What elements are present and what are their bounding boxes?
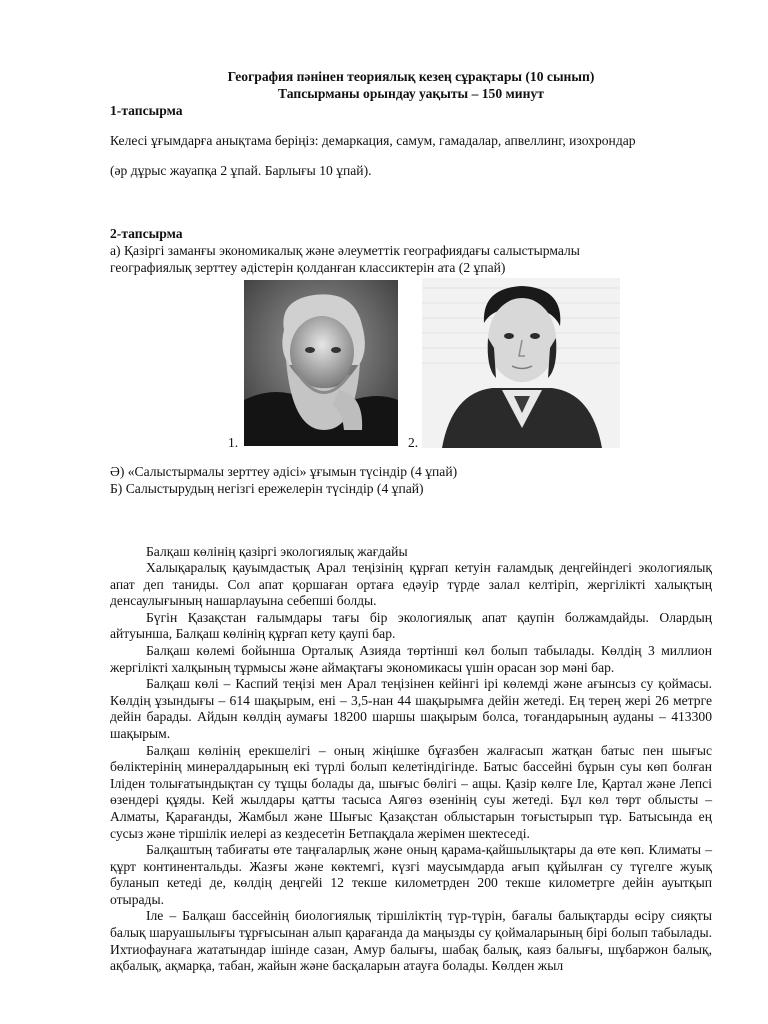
task2-part-b: Б) Салыстырудың негізгі ережелерін түсіндір (4 ұпай) [110,481,424,496]
article-paragraph: Балқаш көлінің ерекшелігі – оның жіңішке бұғазбен жалғасып жатқан батыс пен шығыс бөліктерінің минералдарының екі түрлі болып келетіндігінде. Батыс бассейні бұрын суы көп болған Ілiден толығатындықтан су тұщы болады да, шығыс бөлігі – ащы. Қазір көлге Іле, Қартал және Лепсі өзендері құяды. Кей жылдары қатты тасыса Аягөз өзенінің суы жетеді. Бұл көл төрт облысты – Алматы, Қарағанды, Жамбыл және Шығыс Қазақстан облыстарын тоғыстырып тұр. Батысында ең сусыз және тіршілік иелері аз кездесетін Бетпақдала жерімен шектеседі. [110,742,712,841]
article-title: Балқаш көлінің қазіргі экологиялық жағдайы [146,544,408,559]
document-title: География пәнінен теориялық кезең сұрақтары (10 сынып) [227,69,595,84]
article-paragraph: Балқаш көлі – Каспий теңізі мен Арал теңізінен кейінгі ірі көлемді және ағынсыз су қоймасы. Көлдің ұзындығы – 614 шақырым, ені – 3,5-нан 44 шақырымға дейін жетеді. Ең терең жері 26 метрге дейін барады. Айдын көлдің аумағы 18200 шаршы шақырым болса, тоғандарының ауданы – 413300 шақырым. [110,676,712,741]
portrait-photo-2 [422,278,620,448]
task1-question: Келесі ұғымдарға анықтама беріңіз: демаркация, самум, гамадалар, апвеллинг, изохрондар [110,133,636,148]
article-paragraph: Балқаштың табиғаты өте таңғаларлық және оның қарама-қайшылықтары да өте көп. Климаты – құрт континентальды. Жазғы және көктемгі, күзгі маусымдарда ағып құйылған су түгелге жуық буланып кетеді де, көлдің деңгейі 12 текше километрден 200 текше километрге дейін ауытқып отырады. [110,842,712,907]
task2-part-a-line2: географиялық зерттеу әдістерін қолданған классиктерін ата (2 ұпай) [110,260,506,275]
portrait-photo-1 [244,280,398,446]
task1-score: (әр дұрыс жауапқа 2 ұпай. Барлығы 10 ұпай). [110,163,372,178]
photo1-label: 1. [228,435,239,450]
task2-heading: 2-тапсырма [110,226,183,241]
article-paragraph: Балқаш көлемі бойынша Орталық Азияда төртінші көл болып табылады. Көлдің 3 миллион жергілікті халқының тұрмысы және аймақтағы экономикасы үшін орасан зор мәні бар. [110,642,712,675]
photo2-label: 2. [408,435,419,450]
article-paragraph: Іле – Балқаш бассейнің биологиялық тіршіліктің түр-түрін, бағалы балықтарды өсіру сияқты балық шаруашылығы тұрғысынан алып қарағанда да маңызды су қоймаларының бірі болып табылады. Ихтиофаунаға жататындар ішінде сазан, Амур балығы, шабақ балық, каяз балығы, шұбаржон балық, ақбалық, ақмарқа, табан, жайын және басқаларын атауға болады. Көлден жыл [110,908,712,974]
article-paragraph: Халықаралық қауымдастық Арал теңізінің құрғап кетуін ғаламдық деңгейіндегі экологиялық апат деп таниды. Сол апат қоршаған ортаға едәуір түрде залал келтіріп, жергілікті халықтың денсаулығының нашарлауына себепші болды. [110,560,712,609]
article-body [110,560,712,975]
task1-heading: 1-тапсырма [110,103,183,118]
task2-part-ae: Ә) «Салыстырмалы зерттеу әдісі» ұғымын түсіндір (4 ұпай) [110,464,458,479]
document-subtitle: Тапсырманы орындау уақыты – 150 минут [278,86,544,101]
article-paragraph: Бүгін Қазақстан ғалымдары тағы бір экологиялық апат қаупін болжамдайды. Олардың айтуынша, Балқаш көлінің құрғап кету қаупі бар. [110,609,712,642]
task2-part-a-line1: а) Қазіргі заманғы экономикалық және әлеуметтік географиядағы салыстырмалы [110,243,580,258]
